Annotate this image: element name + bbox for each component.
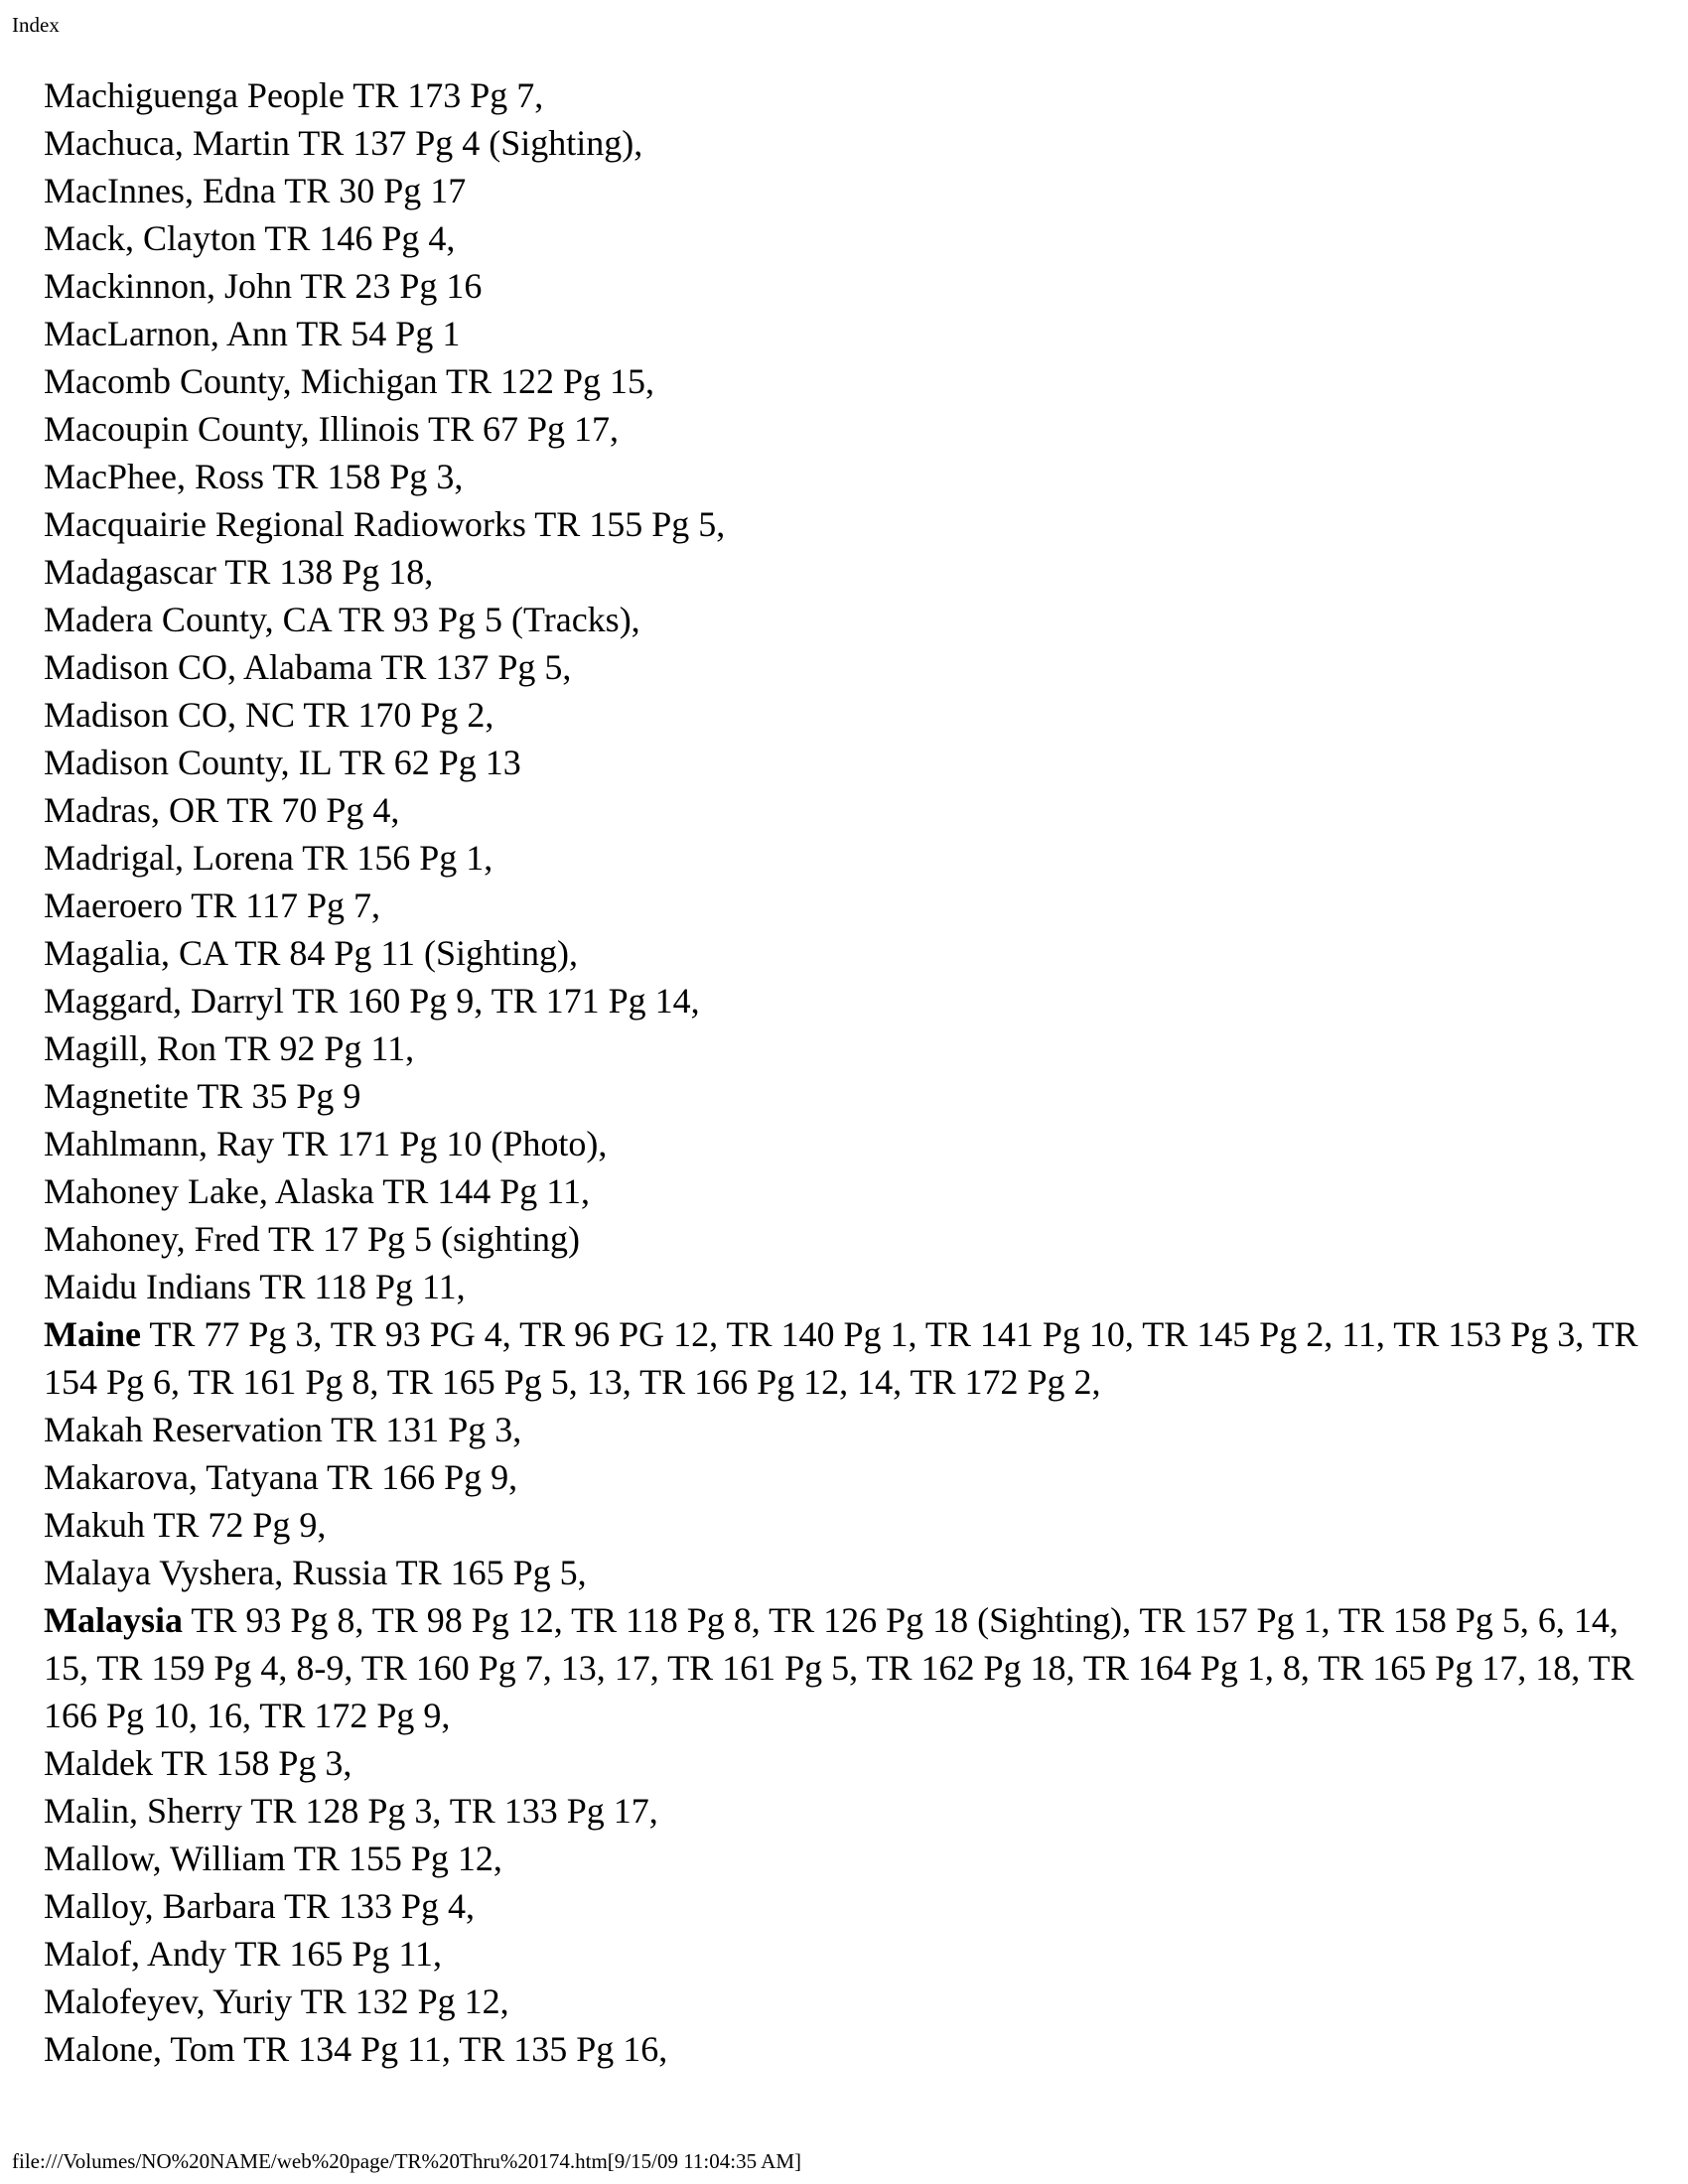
index-entry-term: Makah Reservation (44, 1410, 323, 1449)
index-entry (44, 739, 1652, 786)
page-header-title: Index (12, 13, 60, 37)
index-entry (44, 1215, 1652, 1263)
index-entry (44, 500, 1652, 548)
index-entry-term: Madison County, IL (44, 743, 332, 782)
index-entry (44, 405, 1652, 453)
index-entry-term: Madagascar (44, 552, 216, 592)
index-entry (44, 1263, 1652, 1310)
index-entry (44, 2025, 1652, 2073)
index-entry-refs: TR 67 Pg 17, (428, 409, 620, 449)
index-entry (44, 786, 1652, 834)
index-entry-refs: TR 62 Pg 13 (339, 743, 521, 782)
index-entry (44, 929, 1652, 977)
index-entry-refs: TR 54 Pg 1 (296, 314, 461, 353)
index-entry-term: Mackinnon, John (44, 266, 292, 306)
index-entry (44, 1501, 1652, 1549)
index-entry (44, 71, 1652, 119)
index-entry-term: Maidu Indians (44, 1267, 251, 1306)
index-entry-refs: TR 137 Pg 4 (Sighting), (298, 123, 643, 163)
index-entry-refs: TR 118 Pg 11, (259, 1267, 466, 1306)
index-entry (44, 1596, 1652, 1739)
index-entry-term: Malin, Sherry (44, 1791, 242, 1831)
index-entry-refs: TR 165 Pg 11, (234, 1934, 443, 1974)
index-entry-term: Magalia, CA (44, 933, 226, 973)
index-entry-term: Macoupin County, Illinois (44, 409, 420, 449)
index-entry (44, 834, 1652, 882)
index-entry (44, 262, 1652, 310)
index-entry-refs: TR 92 Pg 11, (224, 1028, 415, 1068)
page-footer-url: file:///Volumes/NO%20NAME/web%20page/TR%20Thru%20174.htm[9/15/09 11:04:35 AM] (12, 2149, 802, 2173)
index-entry-refs: TR 138 Pg 18, (224, 552, 434, 592)
index-entry-refs: TR 158 Pg 3, (272, 457, 464, 496)
index-entry-refs: TR 137 Pg 5, (380, 647, 572, 687)
index-entry-term: Maine (44, 1314, 141, 1354)
index-entry (44, 1406, 1652, 1453)
index-entry-refs: TR 70 Pg 4, (226, 790, 400, 830)
index-entry (44, 1978, 1652, 2025)
index-entry (44, 1835, 1652, 1882)
index-entry-refs: TR 171 Pg 10 (Photo), (282, 1124, 608, 1163)
index-entry-term: Maeroero (44, 886, 183, 925)
index-entry (44, 643, 1652, 691)
index-entry (44, 357, 1652, 405)
index-entry-refs: TR 146 Pg 4, (264, 218, 456, 258)
index-entry-refs: TR 23 Pg 16 (300, 266, 483, 306)
index-entry (44, 1882, 1652, 1930)
index-entry (44, 1739, 1652, 1787)
index-entry (44, 596, 1652, 643)
index-entry-refs: TR 160 Pg 9, TR 171 Pg 14, (292, 981, 700, 1021)
index-entry (44, 1549, 1652, 1596)
index-entry-refs: TR 134 Pg 11, TR 135 Pg 16, (243, 2029, 668, 2069)
index-entry-term: Malone, Tom (44, 2029, 235, 2069)
index-entry-term: Mallow, William (44, 1839, 286, 1878)
index-entry-refs: TR 93 Pg 8, TR 98 Pg 12, TR 118 Pg 8, TR 126 Pg 18 (Sighting), TR 157 Pg 1, TR 158 Pg 5, 6, 14, 15, TR 159 Pg 4, 8-9, TR 160 Pg 7, 13, 17, TR 161 Pg 5, TR 162 Pg 18, TR 164 Pg 1, 8, TR 165 Pg 17, 18, TR 166 Pg 10, 16, TR 172 Pg 9, (44, 1600, 1634, 1735)
index-entry-refs: TR 35 Pg 9 (197, 1076, 361, 1116)
index-list (44, 71, 1652, 2073)
index-entry (44, 119, 1652, 167)
index-entry-refs: TR 170 Pg 2, (303, 695, 494, 735)
index-entry (44, 691, 1652, 739)
index-entry (44, 1310, 1652, 1406)
index-entry-term: Makarova, Tatyana (44, 1457, 319, 1497)
index-entry-refs: TR 166 Pg 9, (327, 1457, 518, 1497)
index-entry-term: Maldek (44, 1743, 153, 1783)
index-entry-term: Madison CO, Alabama (44, 647, 372, 687)
index-entry-refs: TR 155 Pg 12, (293, 1839, 502, 1878)
index-entry-refs: TR 158 Pg 3, (161, 1743, 352, 1783)
index-entry-refs: TR 17 Pg 5 (sighting) (267, 1219, 580, 1259)
index-entry-refs: TR 93 Pg 5 (Tracks), (339, 600, 640, 639)
index-entry (44, 1167, 1652, 1215)
index-entry (44, 310, 1652, 357)
index-entry-refs: TR 133 Pg 4, (283, 1886, 475, 1926)
index-entry (44, 882, 1652, 929)
index-entry (44, 167, 1652, 214)
index-entry-refs: TR 132 Pg 12, (300, 1981, 509, 2021)
index-entry-refs: TR 144 Pg 11, (382, 1171, 590, 1211)
index-entry-refs: TR 77 Pg 3, TR 93 PG 4, TR 96 PG 12, TR 140 Pg 1, TR 141 Pg 10, TR 145 Pg 2, 11, TR 153 Pg 3, TR 154 Pg 6, TR 161 Pg 8, TR 165 Pg 5, 13, TR 166 Pg 12, 14, TR 172 Pg 2, (44, 1314, 1638, 1402)
index-entry-refs: TR 128 Pg 3, TR 133 Pg 17, (250, 1791, 658, 1831)
index-entry-term: Malof, Andy (44, 1934, 226, 1974)
index-entry-term: Malloy, Barbara (44, 1886, 276, 1926)
index-entry (44, 1024, 1652, 1072)
index-entry (44, 977, 1652, 1024)
index-entry-term: Mack, Clayton (44, 218, 256, 258)
index-entry (44, 214, 1652, 262)
index-entry-term: MacPhee, Ross (44, 457, 264, 496)
index-entry-term: Malofeyev, Yuriy (44, 1981, 293, 2021)
index-entry-term: Maggard, Darryl (44, 981, 284, 1021)
index-entry-term: Madrigal, Lorena (44, 838, 294, 878)
index-entry-term: Magnetite (44, 1076, 189, 1116)
index-entry-term: Macomb County, Michigan (44, 361, 438, 401)
index-entry-term: Madison CO, NC (44, 695, 296, 735)
index-entry-term: Magill, Ron (44, 1028, 217, 1068)
index-entry (44, 1072, 1652, 1120)
index-entry-refs: TR 72 Pg 9, (153, 1505, 327, 1545)
index-entry-refs: TR 173 Pg 7, (352, 75, 544, 115)
index-entry-refs: TR 155 Pg 5, (534, 504, 726, 544)
index-entry-term: Madera County, CA (44, 600, 331, 639)
index-entry-term: MacInnes, Edna (44, 171, 276, 210)
index-entry-term: Makuh (44, 1505, 145, 1545)
index-entry-refs: TR 165 Pg 5, (395, 1553, 587, 1592)
index-entry (44, 1120, 1652, 1167)
index-entry-term: Mahoney, Fred (44, 1219, 260, 1259)
index-entry-refs: TR 84 Pg 11 (Sighting), (234, 933, 579, 973)
index-entry (44, 1930, 1652, 1978)
index-entry-refs: TR 30 Pg 17 (284, 171, 467, 210)
index-entry-term: Mahoney Lake, Alaska (44, 1171, 374, 1211)
index-entry-term: Malaysia (44, 1600, 183, 1640)
index-entry-refs: TR 131 Pg 3, (331, 1410, 522, 1449)
index-entry (44, 1453, 1652, 1501)
index-entry (44, 1787, 1652, 1835)
index-entry (44, 453, 1652, 500)
index-entry-term: Malaya Vyshera, Russia (44, 1553, 388, 1592)
index-entry (44, 548, 1652, 596)
index-entry-refs: TR 117 Pg 7, (191, 886, 380, 925)
index-entry-refs: TR 122 Pg 15, (445, 361, 655, 401)
index-entry-term: MacLarnon, Ann (44, 314, 288, 353)
index-entry-term: Machiguenga People (44, 75, 345, 115)
index-entry-term: Mahlmann, Ray (44, 1124, 274, 1163)
index-entry-term: Madras, OR (44, 790, 218, 830)
index-entry-refs: TR 156 Pg 1, (302, 838, 493, 878)
index-entry-term: Macquairie Regional Radioworks (44, 504, 526, 544)
index-entry-term: Machuca, Martin (44, 123, 290, 163)
